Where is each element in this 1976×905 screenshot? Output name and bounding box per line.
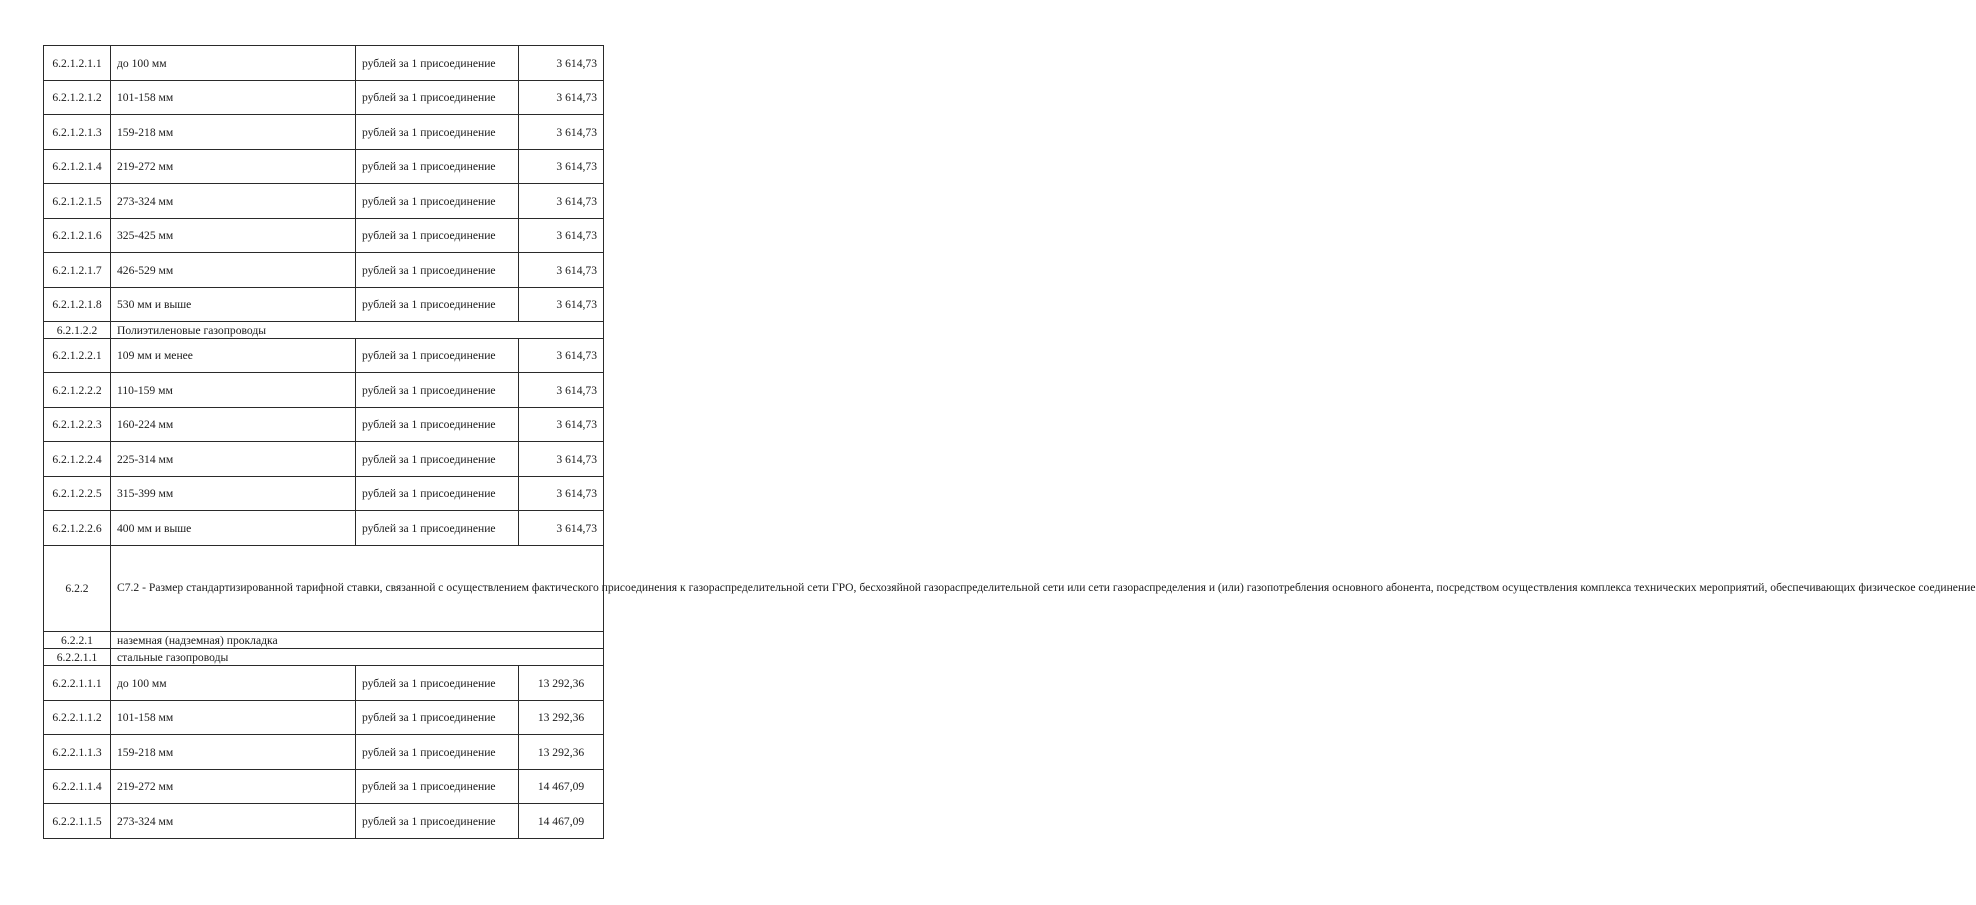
row-unit: рублей за 1 присоединение [356,442,519,477]
row-unit: рублей за 1 присоединение [356,288,519,322]
row-unit: рублей за 1 присоединение [356,219,519,253]
row-unit: рублей за 1 присоединение [356,253,519,288]
row-code: 6.2.1.2.1.5 [44,184,111,219]
row-value: 3 614,73 [519,46,604,81]
row-code: 6.2.2.1.1.3 [44,735,111,770]
table-row [44,150,604,184]
table-row [44,735,604,770]
row-code: 6.2.1.2.1.1 [44,46,111,81]
row-unit: рублей за 1 присоединение [356,770,519,804]
table-row [44,81,604,115]
row-code: 6.2.1.2.1.6 [44,219,111,253]
row-value: 3 614,73 [519,184,604,219]
row-unit: рублей за 1 присоединение [356,46,519,81]
row-name: 426-529 мм [111,253,356,288]
row-unit: рублей за 1 присоединение [356,477,519,511]
section-row [44,322,604,339]
row-name: 219-272 мм [111,770,356,804]
row-name: 160-224 мм [111,408,356,442]
row-value: 3 614,73 [519,511,604,546]
row-name: 159-218 мм [111,735,356,770]
row-unit: рублей за 1 присоединение [356,373,519,408]
row-name: 110-159 мм [111,373,356,408]
row-name: 325-425 мм [111,219,356,253]
table-row [44,408,604,442]
row-name: 225-314 мм [111,442,356,477]
row-unit: рублей за 1 присоединение [356,150,519,184]
section-code: 6.2.1.2.2 [44,322,111,339]
row-value: 13 292,36 [519,735,604,770]
row-value: 3 614,73 [519,219,604,253]
section-description: С7.2 - Размер стандартизированной тарифной ставки, связанной с осуществлением фактического присоединения к газораспределительной сети ГРО, бесхозяйной газораспределительной сети или сети газораспределения и (или) газопотребления основного абонента, посредством осуществления комплекса технических мероприятий, обеспечивающих физическое соединение [111,546,604,632]
section-code: 6.2.2 [44,546,111,632]
row-value: 3 614,73 [519,339,604,373]
row-code: 6.2.1.2.2.1 [44,339,111,373]
row-code: 6.2.1.2.1.3 [44,115,111,150]
table-row [44,373,604,408]
row-value: 3 614,73 [519,288,604,322]
row-unit: рублей за 1 присоединение [356,735,519,770]
row-value: 14 467,09 [519,804,604,839]
section-row [44,632,604,649]
row-code: 6.2.2.1.1.5 [44,804,111,839]
row-value: 3 614,73 [519,442,604,477]
table-row [44,442,604,477]
table-row [44,770,604,804]
row-code: 6.2.1.2.1.4 [44,150,111,184]
row-name: до 100 мм [111,46,356,81]
row-name: 315-399 мм [111,477,356,511]
row-code: 6.2.2.1.1.4 [44,770,111,804]
table-row [44,219,604,253]
table-row [44,511,604,546]
row-code: 6.2.2.1.1.1 [44,666,111,701]
table-row [44,701,604,735]
row-name: 219-272 мм [111,150,356,184]
section-row [44,546,604,632]
row-unit: рублей за 1 присоединение [356,81,519,115]
table-row [44,115,604,150]
row-code: 6.2.1.2.1.2 [44,81,111,115]
row-value: 3 614,73 [519,477,604,511]
row-code: 6.2.1.2.2.2 [44,373,111,408]
row-code: 6.2.2.1.1.2 [44,701,111,735]
row-name: 101-158 мм [111,81,356,115]
row-value: 3 614,73 [519,81,604,115]
row-code: 6.2.1.2.2.6 [44,511,111,546]
tariff-table [43,45,1976,839]
row-value: 14 467,09 [519,770,604,804]
row-code: 6.2.1.2.1.7 [44,253,111,288]
section-code: 6.2.2.1 [44,632,111,649]
row-unit: рублей за 1 присоединение [356,408,519,442]
row-unit: рублей за 1 присоединение [356,666,519,701]
row-name: 530 мм и выше [111,288,356,322]
row-value: 3 614,73 [519,408,604,442]
row-name: 101-158 мм [111,701,356,735]
row-name: 400 мм и выше [111,511,356,546]
row-name: 109 мм и менее [111,339,356,373]
row-unit: рублей за 1 присоединение [356,339,519,373]
row-name: до 100 мм [111,666,356,701]
row-value: 3 614,73 [519,150,604,184]
row-unit: рублей за 1 присоединение [356,701,519,735]
row-code: 6.2.1.2.2.4 [44,442,111,477]
table-row [44,666,604,701]
row-code: 6.2.1.2.2.3 [44,408,111,442]
table-row [44,339,604,373]
row-name: 273-324 мм [111,184,356,219]
row-unit: рублей за 1 присоединение [356,804,519,839]
table-row [44,804,604,839]
section-title: Полиэтиленовые газопроводы [111,322,604,339]
table-row [44,288,604,322]
section-row [44,649,604,666]
table-row [44,253,604,288]
row-unit: рублей за 1 присоединение [356,511,519,546]
table-row [44,184,604,219]
table-row [44,477,604,511]
row-value: 3 614,73 [519,373,604,408]
row-unit: рублей за 1 присоединение [356,115,519,150]
row-unit: рублей за 1 присоединение [356,184,519,219]
row-value: 3 614,73 [519,253,604,288]
section-code: 6.2.2.1.1 [44,649,111,666]
row-value: 13 292,36 [519,666,604,701]
row-value: 3 614,73 [519,115,604,150]
table-row [44,46,604,81]
row-value: 13 292,36 [519,701,604,735]
section-title: стальные газопроводы [111,649,604,666]
row-code: 6.2.1.2.1.8 [44,288,111,322]
section-title: наземная (надземная) прокладка [111,632,604,649]
row-name: 273-324 мм [111,804,356,839]
row-name: 159-218 мм [111,115,356,150]
row-code: 6.2.1.2.2.5 [44,477,111,511]
